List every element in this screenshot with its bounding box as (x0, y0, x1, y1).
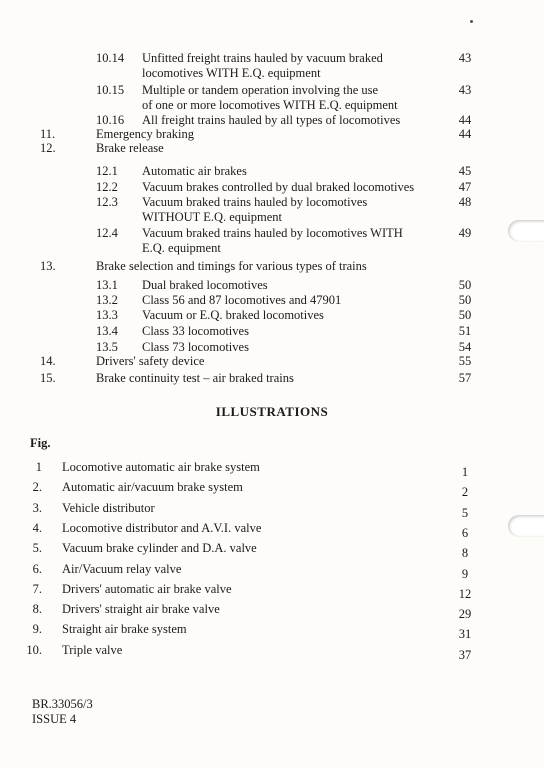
figure-number: 6. (32, 562, 42, 576)
contents-entry (0, 371, 544, 386)
contents-entry (0, 98, 544, 113)
subsection-number: 12.2 (96, 180, 118, 194)
figure-title: Vehicle distributor (62, 501, 155, 515)
figure-entry (0, 582, 544, 601)
entry-title: Vacuum or E.Q. braked locomotives (142, 308, 324, 322)
figure-page: 31 (458, 627, 472, 641)
subsection-number: 12.4 (96, 226, 118, 240)
entry-title: E.Q. equipment (142, 241, 221, 255)
contents-entry (0, 180, 544, 195)
entry-title: Dual braked locomotives (142, 278, 268, 292)
contents-entry (0, 164, 544, 179)
entry-title: Unfitted freight trains hauled by vacuum braked (142, 51, 383, 65)
issue-number: ISSUE 4 (32, 712, 77, 726)
contents-entry (0, 210, 544, 225)
figure-entry (0, 643, 544, 662)
figure-page: 6 (461, 526, 469, 540)
contents-entry (0, 51, 544, 66)
figure-title: Vacuum brake cylinder and D.A. valve (62, 541, 257, 555)
section-number: 12. (40, 141, 56, 155)
contents-entry (0, 340, 544, 355)
subsection-number: 10.16 (96, 113, 125, 127)
contents-entry (0, 293, 544, 308)
figure-entry (0, 521, 544, 540)
figure-title: Locomotive distributor and A.V.I. valve (62, 521, 262, 535)
fig-column-label: Fig. (30, 436, 51, 450)
contents-entry (0, 141, 544, 156)
figure-title: Air/Vacuum relay valve (62, 562, 182, 576)
entry-title: Vacuum braked trains hauled by locomotives (142, 195, 368, 209)
section-number: 14. (40, 354, 56, 368)
subsection-number: 13.2 (96, 293, 118, 307)
subsection-number: 10.14 (96, 51, 125, 65)
page-number: 48 (458, 195, 472, 209)
entry-title: Vacuum braked trains hauled by locomotives WITH (142, 226, 403, 240)
figure-page: 1 (461, 465, 469, 479)
page-number: 51 (458, 324, 472, 338)
figure-entry (0, 460, 544, 479)
contents-entry (0, 66, 544, 81)
section-number: 13. (40, 259, 56, 273)
page-number: 50 (458, 293, 472, 307)
entry-title: Vacuum brakes controlled by dual braked locomotives (142, 180, 415, 194)
page-number: 50 (458, 308, 472, 322)
subsection-number: 13.5 (96, 340, 118, 354)
entry-title: of one or more locomotives WITH E.Q. equipment (142, 98, 398, 112)
entry-title: Class 56 and 87 locomotives and 47901 (142, 293, 342, 307)
figure-number: 7. (32, 582, 42, 596)
page-number: 45 (458, 164, 472, 178)
entry-title: Multiple or tandem operation involving the use (142, 83, 379, 97)
contents-entry (0, 241, 544, 256)
figure-number: 4. (32, 521, 42, 535)
contents-entry (0, 324, 544, 339)
page-number: 43 (458, 51, 472, 65)
figure-entry (0, 480, 544, 499)
entry-title: WITHOUT E.Q. equipment (142, 210, 283, 224)
entry-title: locomotives WITH E.Q. equipment (142, 66, 321, 80)
page-number: 47 (458, 180, 472, 194)
ink-dot (470, 20, 473, 23)
subsection-number: 13.3 (96, 308, 118, 322)
figure-title: Triple valve (62, 643, 123, 657)
figure-entry (0, 622, 544, 641)
illustrations-heading: ILLUSTRATIONS (215, 404, 329, 419)
subsection-number: 13.1 (96, 278, 118, 292)
contents-entry (0, 278, 544, 293)
figure-page: 8 (461, 546, 469, 560)
entry-title: Class 73 locomotives (142, 340, 249, 354)
page-number: 43 (458, 83, 472, 97)
contents-entry (0, 226, 544, 241)
page-number: 49 (458, 226, 472, 240)
page-number: 54 (458, 340, 472, 354)
figure-number: 10. (26, 643, 42, 657)
entry-title: Brake continuity test – air braked trains (96, 371, 294, 385)
section-number: 11. (40, 127, 56, 141)
contents-entry (0, 195, 544, 210)
figure-page: 9 (461, 567, 469, 581)
entry-title: Class 33 locomotives (142, 324, 249, 338)
subsection-number: 12.3 (96, 195, 118, 209)
figure-entry (0, 602, 544, 621)
figure-entry (0, 562, 544, 581)
entry-title: Drivers' safety device (96, 354, 205, 368)
figure-number: 1 (35, 460, 42, 474)
page-number: 55 (458, 354, 472, 368)
figure-page: 5 (461, 506, 469, 520)
entry-title: All freight trains hauled by all types of locomotives (142, 113, 401, 127)
contents-entry (0, 83, 544, 98)
subsection-number: 13.4 (96, 324, 118, 338)
contents-entry (0, 127, 544, 142)
page-number: 44 (458, 113, 472, 127)
section-number: 15. (40, 371, 56, 385)
figure-number: 3. (32, 501, 42, 515)
contents-entry (0, 113, 544, 128)
figure-page: 37 (458, 648, 472, 662)
figure-page: 2 (461, 485, 469, 499)
figure-number: 5. (32, 541, 42, 555)
entry-title: Brake selection and timings for various types of trains (96, 259, 367, 273)
figure-page: 29 (458, 607, 472, 621)
subsection-number: 10.15 (96, 83, 125, 97)
page-number: 57 (458, 371, 472, 385)
subsection-number: 12.1 (96, 164, 118, 178)
figure-number: 2. (32, 480, 42, 494)
figure-title: Drivers' straight air brake valve (62, 602, 220, 616)
figure-page: 12 (458, 587, 472, 601)
figure-title: Locomotive automatic air brake system (62, 460, 260, 474)
document-reference: BR.33056/3 (32, 697, 93, 711)
figure-entry (0, 541, 544, 560)
contents-entry (0, 308, 544, 323)
page-number: 50 (458, 278, 472, 292)
figure-entry (0, 501, 544, 520)
figure-title: Drivers' automatic air brake valve (62, 582, 232, 596)
contents-entry (0, 354, 544, 369)
figure-number: 8. (32, 602, 42, 616)
figure-title: Straight air brake system (62, 622, 187, 636)
page-number: 44 (458, 127, 472, 141)
entry-title: Emergency braking (96, 127, 194, 141)
contents-entry (0, 259, 544, 274)
figure-title: Automatic air/vacuum brake system (62, 480, 243, 494)
entry-title: Brake release (96, 141, 164, 155)
entry-title: Automatic air brakes (142, 164, 247, 178)
figure-number: 9. (32, 622, 42, 636)
